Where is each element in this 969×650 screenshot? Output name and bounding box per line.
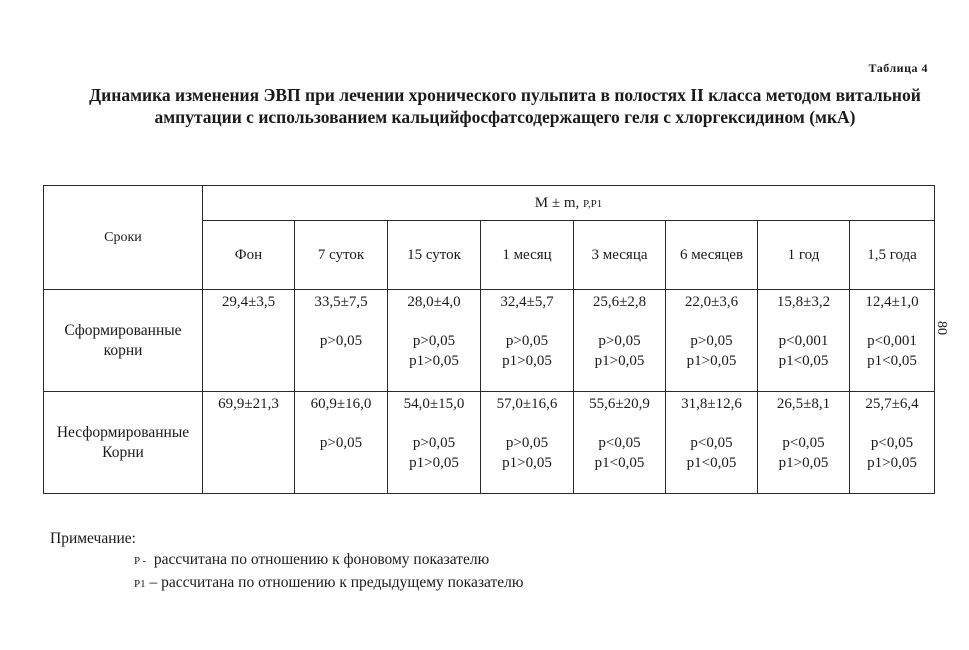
row-label-line: Сформированные <box>64 321 182 339</box>
cell-p <box>203 433 294 453</box>
table-cell <box>758 290 850 392</box>
cell-p: p>0,05 <box>319 333 363 349</box>
row-label-line: Корни <box>102 443 144 461</box>
cell-mean: 15,8±3,2 <box>776 294 831 310</box>
table-cell <box>388 290 481 392</box>
page-number: 80 <box>934 321 949 335</box>
table-cell <box>203 392 295 494</box>
table-cell <box>481 290 574 392</box>
results-table <box>43 185 935 494</box>
header-period: 1 год <box>758 221 850 290</box>
table-cell <box>666 392 758 494</box>
table-row-unformed <box>44 392 935 494</box>
cell-p: p<0,05 <box>782 435 825 451</box>
cell-p: p<0,05 <box>690 435 733 451</box>
header-group-main: M ± m, <box>534 194 580 211</box>
header-row-group <box>44 186 935 221</box>
cell-mean: 12,4±1,0 <box>865 294 919 310</box>
cell-mean: 26,5±8,1 <box>776 396 831 412</box>
cell-p: p>0,05 <box>505 435 549 451</box>
cell-p1: p1>0,05 <box>502 353 552 369</box>
table-cell <box>295 392 388 494</box>
footnote-symbol: P - <box>134 555 147 567</box>
row-label-line: корни <box>103 341 143 359</box>
header-period: 1,5 года <box>850 221 935 290</box>
cell-p1 <box>295 453 387 473</box>
cell-mean: 60,9±16,0 <box>310 396 372 412</box>
table-cell <box>850 290 935 392</box>
cell-p1: p1<0,05 <box>778 353 829 369</box>
cell-p1: p1>0,05 <box>686 353 737 369</box>
header-group-sub: P,P1 <box>583 197 603 210</box>
cell-mean: 69,9±21,3 <box>218 396 279 412</box>
cell-mean: 33,5±7,5 <box>314 294 368 310</box>
cell-mean: 57,0±16,6 <box>496 396 558 412</box>
cell-mean: 29,4±3,5 <box>221 294 276 310</box>
cell-p: p>0,05 <box>412 435 456 451</box>
row-label-formed <box>44 290 203 392</box>
header-period: 1 месяц <box>481 221 574 290</box>
cell-p: p<0,001 <box>867 333 917 349</box>
table-cell <box>758 392 850 494</box>
table-row-formed <box>44 290 935 392</box>
cell-mean: 25,6±2,8 <box>592 294 647 310</box>
footnote-line-p <box>50 549 523 572</box>
cell-p: p<0,05 <box>598 435 641 451</box>
cell-mean: 28,0±4,0 <box>407 294 461 310</box>
header-srok: Сроки <box>44 186 203 290</box>
table-cell <box>574 392 666 494</box>
cell-mean: 55,6±20,9 <box>589 396 650 412</box>
cell-p <box>203 331 294 351</box>
table-cell <box>481 392 574 494</box>
cell-p1: p1>0,05 <box>409 455 459 471</box>
cell-p1: p1<0,05 <box>867 353 917 369</box>
cell-p1 <box>295 351 387 371</box>
footnote-text: рассчитана по отношению к фоновому показателю <box>153 551 490 568</box>
table-cell <box>574 290 666 392</box>
cell-p1: p1>0,05 <box>778 455 829 471</box>
header-period: 7 суток <box>295 221 388 290</box>
table-number-label: Таблица 4 <box>868 61 928 75</box>
cell-p1: p1>0,05 <box>502 455 552 471</box>
cell-p1: p1<0,05 <box>594 455 645 471</box>
cell-mean: 22,0±3,6 <box>684 294 739 310</box>
cell-p1: p1<0,05 <box>686 455 737 471</box>
cell-p: p<0,05 <box>870 435 914 451</box>
footnote-line-p1 <box>50 572 523 595</box>
cell-mean: 25,7±6,4 <box>865 396 919 412</box>
row-label-line: Несформированные <box>56 423 190 441</box>
cell-p: p>0,05 <box>598 333 641 349</box>
cell-p: p>0,05 <box>319 435 363 451</box>
table-cell <box>666 290 758 392</box>
footnote <box>50 528 523 595</box>
cell-p1: p1>0,05 <box>867 455 917 471</box>
cell-p: p>0,05 <box>690 333 733 349</box>
cell-p: p>0,05 <box>505 333 549 349</box>
cell-p: p<0,001 <box>778 333 829 349</box>
header-period: Фон <box>203 221 295 290</box>
footnote-text: – рассчитана по отношению к предыдущему показателю <box>149 574 524 591</box>
header-group <box>203 186 935 221</box>
cell-p1 <box>203 453 294 473</box>
cell-p1 <box>203 351 294 371</box>
table-cell <box>388 392 481 494</box>
header-period: 3 месяца <box>574 221 666 290</box>
table-cell <box>850 392 935 494</box>
cell-p1: p1>0,05 <box>594 353 645 369</box>
cell-p1: p1>0,05 <box>409 353 459 369</box>
table-title: Динамика изменения ЭВП при лечении хронического пульпита в полостях II класса методом витальной ампутации с использованием кальцийфосфатсодержащего геля с хлоргексидином (мкА) <box>89 85 921 127</box>
footnote-symbol: P1 <box>134 578 146 590</box>
cell-mean: 31,8±12,6 <box>681 396 742 412</box>
row-label-unformed <box>44 392 203 494</box>
cell-mean: 32,4±5,7 <box>500 294 554 310</box>
cell-mean: 54,0±15,0 <box>403 396 465 412</box>
cell-p: p>0,05 <box>412 333 456 349</box>
header-period: 15 суток <box>388 221 481 290</box>
table-cell <box>295 290 388 392</box>
table-cell <box>203 290 295 392</box>
header-period: 6 месяцев <box>666 221 758 290</box>
footnote-heading: Примечание: <box>50 530 136 547</box>
